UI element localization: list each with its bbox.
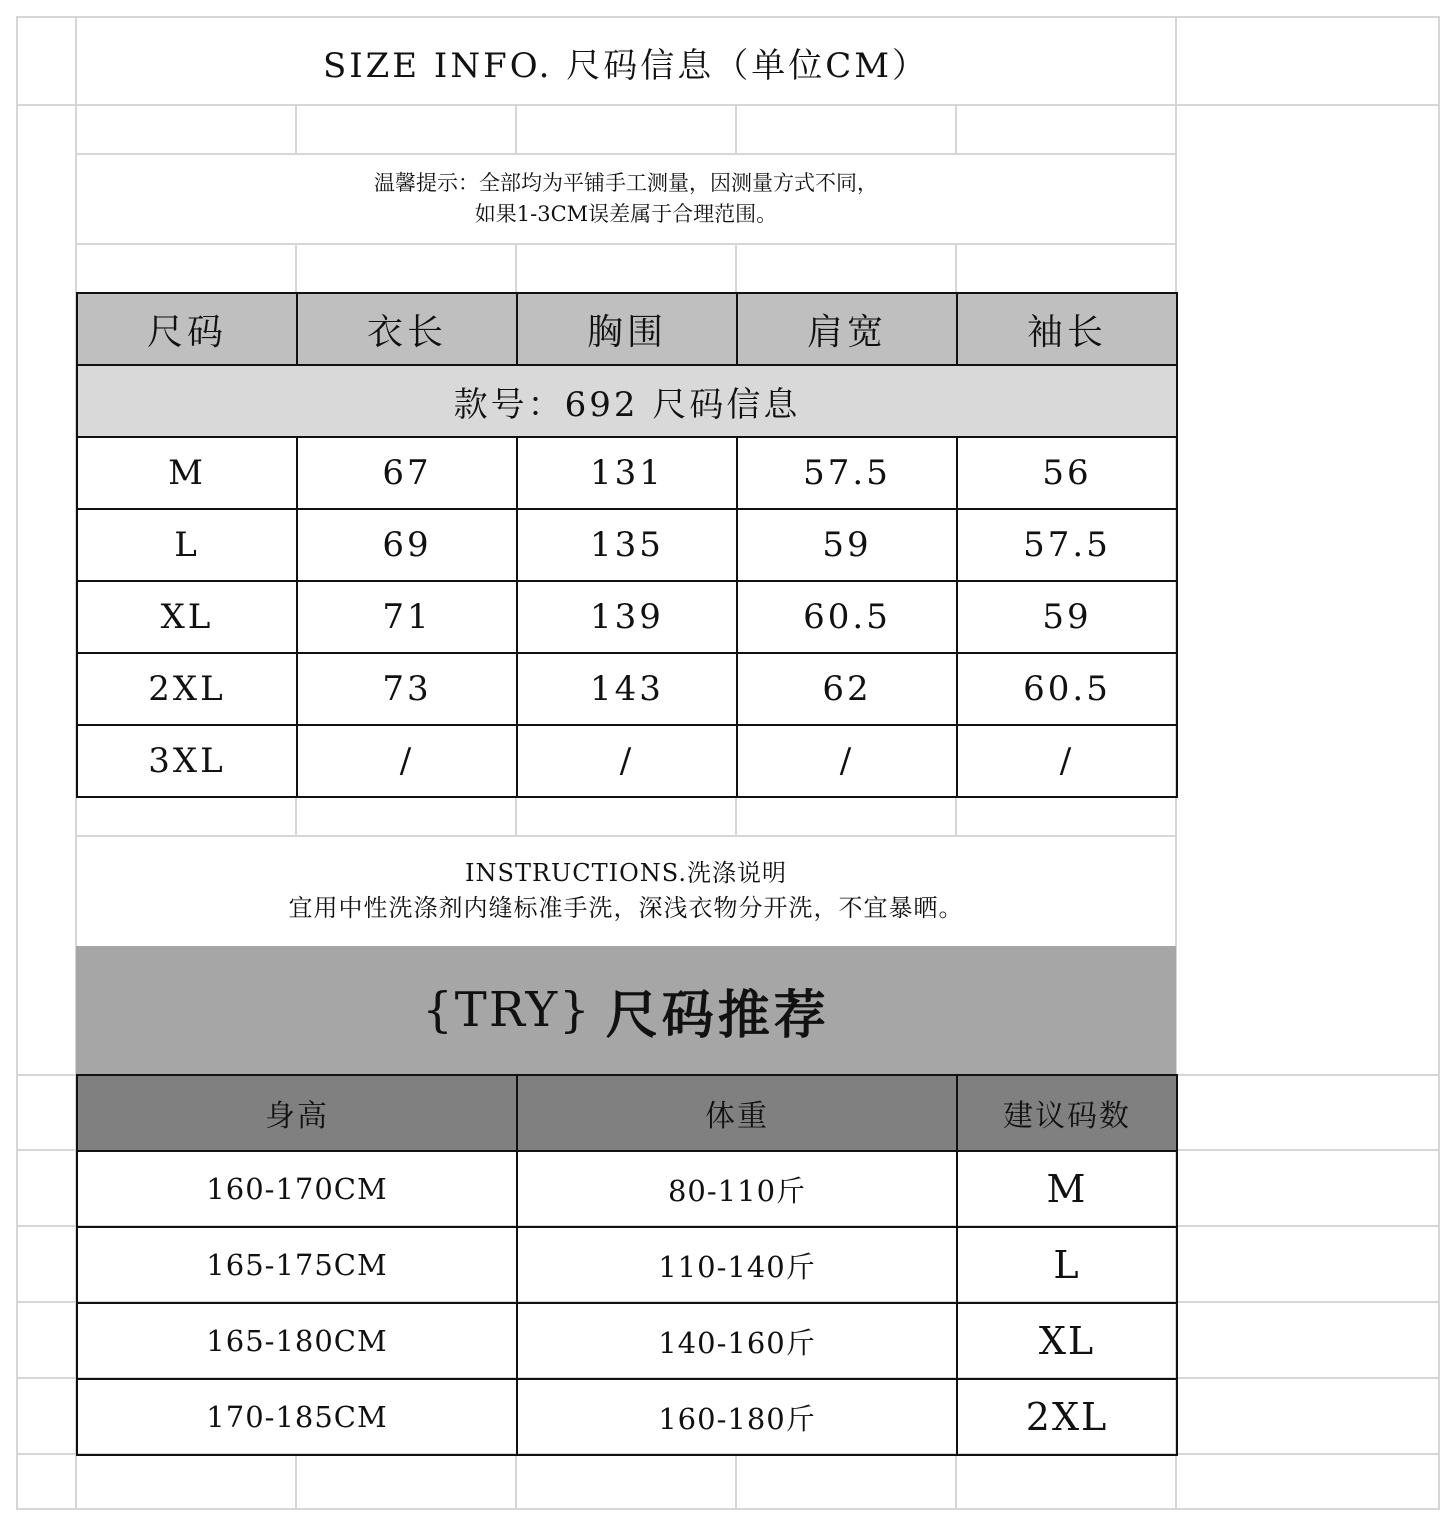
- table-cell: 59: [737, 509, 957, 581]
- table-row: [77, 1379, 1177, 1455]
- table-cell: 60.5: [737, 581, 957, 653]
- table-cell: 140-160斤: [517, 1303, 957, 1379]
- table-cell: 110-140斤: [517, 1227, 957, 1303]
- recommendation-title: 尺码推荐: [605, 984, 830, 1046]
- measurement-notice: [76, 154, 1176, 244]
- table-cell: 139: [517, 581, 737, 653]
- table-row: [77, 653, 1177, 725]
- table-cell: 56: [957, 437, 1177, 509]
- size-recommendation-banner: [76, 946, 1176, 1074]
- table-cell: 73: [297, 653, 517, 725]
- column-header: 身高: [77, 1075, 517, 1151]
- table-cell: 131: [517, 437, 737, 509]
- table-cell: 57.5: [737, 437, 957, 509]
- column-header: 袖长: [957, 293, 1177, 365]
- notice-line-2: 如果1-3CM误差属于合理范围。: [474, 202, 778, 226]
- table-cell: M: [77, 437, 297, 509]
- table-cell: 3XL: [77, 725, 297, 797]
- table-cell: L: [77, 509, 297, 581]
- column-header: 胸围: [517, 293, 737, 365]
- table-cell: 2XL: [957, 1379, 1177, 1455]
- instructions-text: 宜用中性洗涤剂内缝标准手洗，深浅衣物分开洗，不宜暴晒。: [288, 894, 964, 922]
- table-cell: 69: [297, 509, 517, 581]
- table-cell: M: [957, 1151, 1177, 1227]
- size-table-caption: 款号：692 尺码信息: [77, 365, 1177, 437]
- table-cell: 2XL: [77, 653, 297, 725]
- table-cell: 57.5: [957, 509, 1177, 581]
- table-row: [77, 509, 1177, 581]
- table-cell: L: [957, 1227, 1177, 1303]
- column-header: 体重: [517, 1075, 957, 1151]
- table-cell: 165-180CM: [77, 1303, 517, 1379]
- column-header: 肩宽: [737, 293, 957, 365]
- table-cell: /: [517, 725, 737, 797]
- page-title: SIZE INFO. 尺码信息（单位CM）: [322, 45, 930, 86]
- table-row: [77, 1227, 1177, 1303]
- table-cell: 135: [517, 509, 737, 581]
- washing-instructions: [76, 836, 1176, 946]
- size-recommendation-table: [76, 1074, 1178, 1456]
- column-header: 尺码: [77, 293, 297, 365]
- table-cell: 160-180斤: [517, 1379, 957, 1455]
- recommendation-table-header: [77, 1075, 1177, 1151]
- table-row: [77, 581, 1177, 653]
- notice-line-1: 温馨提示：全部均为平铺手工测量，因测量方式不同，: [374, 171, 878, 195]
- table-row: [77, 1151, 1177, 1227]
- table-cell: 143: [517, 653, 737, 725]
- column-header: 建议码数: [957, 1075, 1177, 1151]
- size-table-header: [77, 293, 1177, 365]
- table-cell: /: [737, 725, 957, 797]
- try-prefix: {TRY}: [422, 982, 592, 1038]
- column-header: 衣长: [297, 293, 517, 365]
- table-cell: XL: [957, 1303, 1177, 1379]
- table-cell: /: [297, 725, 517, 797]
- table-cell: 60.5: [957, 653, 1177, 725]
- table-cell: 71: [297, 581, 517, 653]
- table-row: [77, 725, 1177, 797]
- table-row: [77, 437, 1177, 509]
- table-row: [77, 1303, 1177, 1379]
- size-info-table: [76, 292, 1178, 798]
- table-cell: 59: [957, 581, 1177, 653]
- table-cell: /: [957, 725, 1177, 797]
- table-cell: XL: [77, 581, 297, 653]
- table-cell: 67: [297, 437, 517, 509]
- table-cell: 165-175CM: [77, 1227, 517, 1303]
- table-cell: 170-185CM: [77, 1379, 517, 1455]
- table-cell: 160-170CM: [77, 1151, 517, 1227]
- table-cell: 80-110斤: [517, 1151, 957, 1227]
- table-cell: 62: [737, 653, 957, 725]
- instructions-title: INSTRUCTIONS.洗涤说明: [465, 859, 787, 887]
